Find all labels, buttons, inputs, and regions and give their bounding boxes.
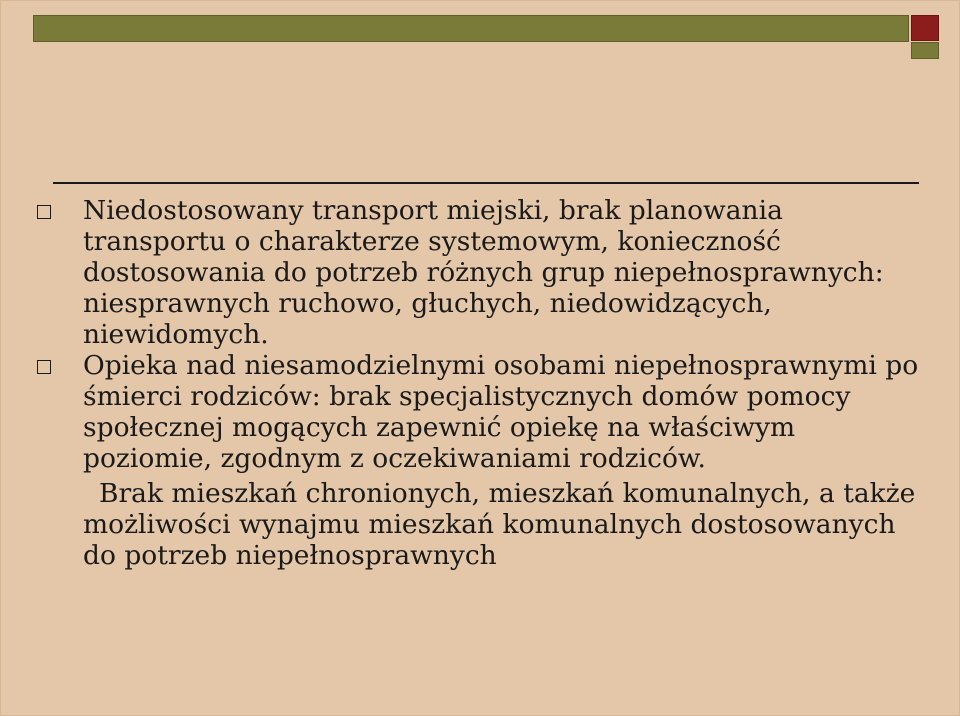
title-divider: [53, 182, 919, 184]
continuation-text: Brak mieszkań chronionych, mieszkań komunalnych, a także możliwości wynajmu mieszkań komunalnych dostosowanych do potrzeb niepełnosprawnych: [83, 478, 916, 571]
bullet-text: Opieka nad niesamodzielnymi osobami niepełnosprawnymi po śmierci rodziców: brak specjalistycznych domów pomocy społecznej mogących zapewnić opiekę na właściwym poziomie, zgodnym z oczekiwaniami rodziców.: [83, 350, 919, 474]
corner-decoration: [911, 15, 941, 59]
corner-red-square: [911, 15, 939, 41]
bullet-text: Niedostosowany transport miejski, brak planowania transportu o charakterze systemowym, konieczność dostosowania do potrzeb różnych grup niepełnosprawnych: niesprawnych ruchowo, głuchych, niedowidzących, niewidomych.: [83, 195, 884, 350]
corner-olive-square: [911, 42, 939, 59]
header-bar: [33, 15, 909, 42]
bullet-item-care: [1, 350, 960, 474]
hollow-square-bullet-icon: [37, 205, 51, 219]
hollow-square-bullet-icon: [37, 360, 51, 374]
slide-body: [1, 195, 960, 571]
continuation-paragraph: [1, 478, 960, 571]
bullet-item-transport: [1, 195, 960, 350]
